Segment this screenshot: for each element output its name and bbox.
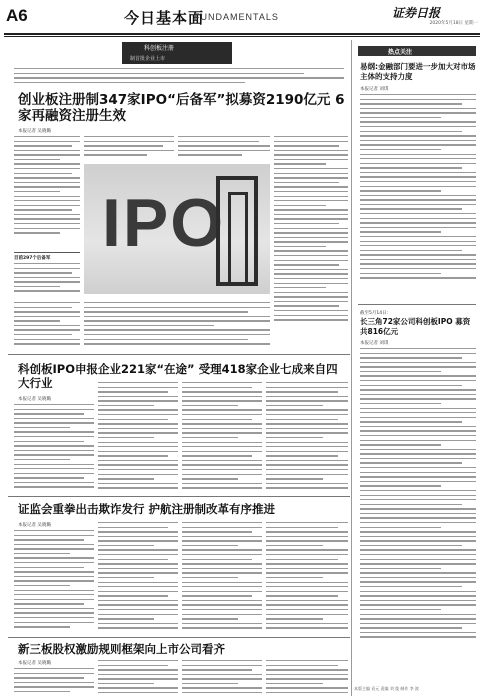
sidebar-tag-text: 热点关注 <box>388 49 413 56</box>
photo-ipo-letters: IPO <box>102 185 226 261</box>
article2-col3 <box>182 382 262 492</box>
sidebar-item1-byline: 本报记者 刘琪 <box>360 87 389 92</box>
edition-date: 2020年5月18日 星期一 <box>429 21 478 26</box>
article3-col4 <box>266 522 348 634</box>
photo-structure-inner <box>228 192 248 286</box>
sidebar-rule <box>358 304 476 305</box>
sidebar-column <box>354 40 480 696</box>
sidebar-item1-headline: 易纲:金融部门要进一步加大对市场主体的支持力度 <box>360 62 476 81</box>
article1-col1 <box>14 136 80 246</box>
sidebar-tag <box>358 46 476 56</box>
page-footer: 本版主编 袁元 责编 刘 俊 制作 李 波 <box>354 686 419 691</box>
article3-headline: 证监会重拳出击欺诈发行 护航注册制改革有序推进 <box>18 502 276 516</box>
page-header <box>4 4 480 32</box>
article4-col1 <box>14 668 94 694</box>
ipo-photo <box>84 164 270 294</box>
banner-line2: 制首批企业上市 <box>130 56 166 62</box>
article4-headline: 新三板股权激励规则框架向上市公司看齐 <box>18 642 225 656</box>
article2-col1 <box>14 404 94 492</box>
article4-col3 <box>182 660 262 694</box>
sidebar-item2-kicker: 截至5月14日: <box>360 311 389 316</box>
section-rule-1 <box>8 354 350 355</box>
section-title-en: FUNDAMENTALS <box>194 12 279 22</box>
article1-byline: 本报记者 吴晓璐 <box>18 129 51 134</box>
article4-byline: 本报记者 吴晓璐 <box>18 661 51 666</box>
paper-logo: 证券日报 <box>391 6 440 20</box>
section-rule-2 <box>8 496 350 497</box>
article3-col1 <box>14 530 94 634</box>
sidebar-item1-text <box>360 94 476 300</box>
article1-col2-top <box>84 136 174 160</box>
article3-col2 <box>98 522 178 634</box>
section-rule-3 <box>8 637 350 638</box>
article1-sidebox <box>14 252 80 296</box>
article1-bottom-cols <box>84 302 270 346</box>
article1-col4 <box>274 136 348 346</box>
sidebox-text <box>14 263 80 297</box>
article3-col3 <box>182 522 262 634</box>
header-rule-thin <box>4 36 480 37</box>
sidebar-item2-byline: 本报记者 刘琪 <box>360 341 389 346</box>
sidebox-title: 目前297个后备军 <box>14 256 51 261</box>
column-divider <box>351 40 352 696</box>
article1-col3-top <box>178 136 270 160</box>
feature-banner <box>122 42 232 64</box>
intro-text-lines <box>14 68 344 88</box>
article2-col2 <box>98 382 178 492</box>
page-number: A6 <box>6 6 28 25</box>
banner-line1: 科创板注册 <box>144 45 175 52</box>
article3-byline: 本报记者 吴晓璐 <box>18 523 51 528</box>
article4-col2 <box>98 660 178 694</box>
article4-col4 <box>266 660 348 694</box>
sidebar-item2-headline: 长三角72家公司科创板IPO 募资共816亿元 <box>360 317 471 336</box>
article2-col4 <box>266 382 348 492</box>
article2-byline: 本报记者 吴晓璐 <box>18 397 51 402</box>
article1-headline: 创业板注册制347家IPO“后备军”拟募资2190亿元 6家再融资注册生效 <box>18 92 345 124</box>
sidebar-item2-text <box>360 348 476 684</box>
article2-headline: 科创板IPO申报企业221家“在途” 受理418家企业七成来自四大行业 <box>18 362 338 390</box>
section-title: 今日基本面 <box>124 9 205 27</box>
header-rule <box>4 33 480 35</box>
main-column <box>4 40 350 696</box>
article1-left-bottom <box>14 302 80 346</box>
